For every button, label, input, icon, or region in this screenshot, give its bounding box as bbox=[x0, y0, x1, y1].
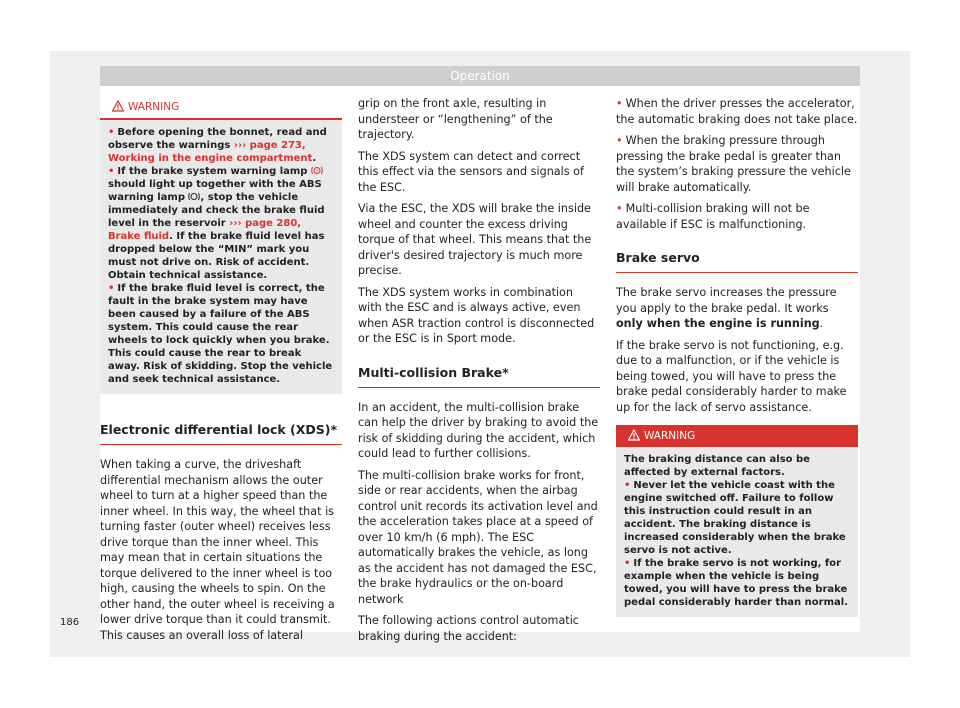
paragraph: Via the ESC, the XDS will brake the inside wheel and counter the excess driving torque of that wheel. This means that the driver's desired trajectory is much more precise. bbox=[358, 202, 592, 277]
svg-text:!: ! bbox=[315, 169, 318, 175]
paragraph: The XDS system can detect and correct this effect via the sensors and signals of the ESC. bbox=[358, 149, 584, 194]
column-1 bbox=[100, 96, 342, 643]
warning-item: • Never let the vehicle coast with the engine switched off. Failure to follow this instruction could result in an accident. The braking distance is increased considerably when the brake servo is not active. bbox=[624, 480, 846, 556]
paragraph: If the brake servo is not functioning, e.g. due to a malfunction, or if the vehicle is being towed, you will have to press the brake pedal considerably harder to make up for the lack of servo assistance. bbox=[616, 338, 847, 414]
warning-header bbox=[616, 425, 858, 447]
warning-box bbox=[100, 96, 342, 394]
warning-item: • If the brake servo is not working, for example when the vehicle is being towed, you will have to press the brake pedal considerably harder than normal. bbox=[624, 558, 848, 608]
warning-triangle-icon bbox=[628, 429, 640, 441]
paragraph: The brake servo increases the pressure you apply to the brake pedal. It works only when the engine is running. bbox=[616, 286, 837, 330]
paragraph: grip on the front axle, resulting in understeer or “lengthening” of the trajectory. bbox=[358, 97, 553, 141]
column-3 bbox=[616, 96, 858, 617]
warning-item: • Before opening the bonnet, read and observe the warnings ››› page 273, Working in the engine compartment. bbox=[108, 127, 327, 164]
paragraph: The following actions control automatic braking during the accident: bbox=[358, 614, 579, 643]
section-title: Operation bbox=[450, 69, 510, 83]
page-link[interactable]: ››› page 273, Working in the engine compartment bbox=[108, 140, 313, 164]
paragraph: The multi-collision brake works for front, side or rear accidents, when the airbag control unit records its activation level and the acceleration takes place at a speed of over 10 km/h (6 mph). The ESC automatically brakes the vehicle, as long as the accident has not damaged the ESC, the brake hydraulics or the on-board network bbox=[358, 468, 598, 606]
section-heading: Electronic differential lock (XDS)* bbox=[100, 422, 342, 445]
section-heading: Multi-collision Brake* bbox=[358, 365, 600, 388]
warning-triangle-icon bbox=[112, 100, 124, 112]
warning-label: WARNING bbox=[128, 101, 180, 113]
warning-label: WARNING bbox=[644, 430, 696, 442]
brake-warning-lamp-icon bbox=[311, 166, 323, 175]
paragraph: In an accident, the multi-collision brake can help the driver by braking to avoid the risk of skidding during the accident, which could lead to further collisions. bbox=[358, 400, 599, 460]
section-heading: Brake servo bbox=[616, 250, 858, 273]
warning-body bbox=[100, 120, 342, 394]
paragraph: When taking a curve, the driveshaft differential mechanism allows the outer wheel to turn at a higher speed than the inner wheel. In this way, the wheel that is turning faster (outer wheel) receives less drive torque than the inner wheel. This may mean that in certain situations the torque delivered to the inner wheel is too high, causing the wheels to spin. On the other hand, the outer wheel is receiving a lower drive torque than it could transmit. This causes an overall loss of lateral bbox=[100, 458, 335, 642]
list-item: • When the braking pressure through pressing the brake pedal is greater than the system’s braking pressure the vehicle will brake automatically. bbox=[616, 134, 851, 194]
warning-body bbox=[616, 447, 858, 617]
abs-warning-lamp-icon bbox=[188, 192, 200, 201]
page-link[interactable]: ››› page 280, Brake fluid bbox=[108, 218, 302, 242]
warning-box bbox=[616, 425, 858, 617]
list-item: • Multi-collision braking will not be available if ESC is malfunctioning. bbox=[616, 202, 810, 231]
paragraph: The XDS system works in combination with the ESC and is always active, even when ASR traction control is disconnected or the ESC is in Sport mode. bbox=[358, 285, 595, 345]
warning-item: • If the brake system warning lamp ! should light up together with the ABS warning lamp , stop the vehicle immediately and check the brake fluid level in the reservoir ››› page 280, Brake fluid. If the brake fluid level has dropped below the “MIN” mark you must not drive on. Risk of accident. Obtain technical assistance. bbox=[108, 166, 325, 281]
list-item: • When the driver presses the accelerator, the automatic braking does not take place. bbox=[616, 97, 858, 126]
warning-intro: The braking distance can also be affected by external factors. bbox=[624, 454, 810, 478]
warning-header bbox=[100, 96, 342, 120]
column-2 bbox=[358, 96, 600, 644]
warning-item: • If the brake fluid level is correct, the fault in the brake system may have been caused by a failure of the ABS system. This could cause the rear wheels to lock quickly when you brake. This could cause the rear to break away. Risk of skidding. Stop the vehicle and seek technical assistance. bbox=[108, 283, 333, 385]
page-number: 186 bbox=[60, 617, 80, 628]
